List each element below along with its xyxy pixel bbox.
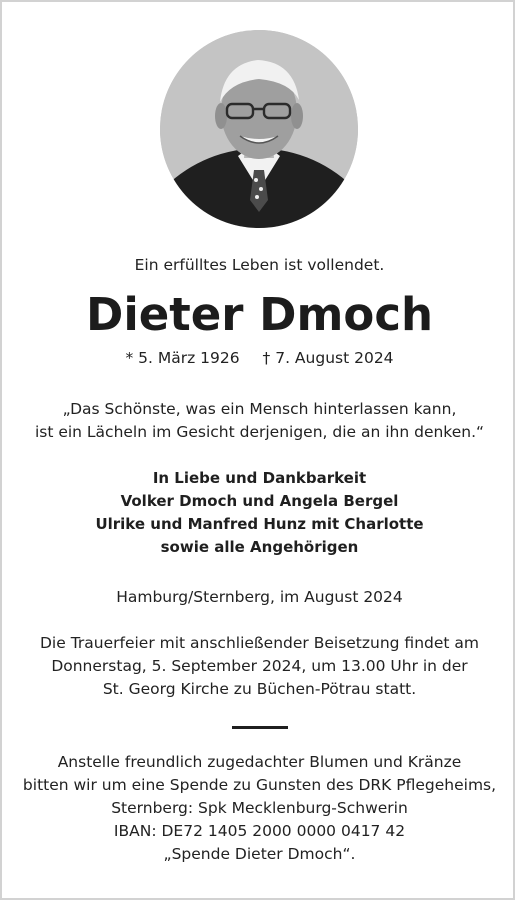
family-signature (2, 467, 515, 559)
section-divider (232, 726, 288, 729)
ceremony-line: Die Trauerfeier mit anschließender Beisetzung findet am (39, 634, 479, 652)
deceased-name: Dieter Dmoch (85, 288, 434, 341)
place-and-date: Hamburg/Sternberg, im August 2024 (116, 588, 403, 606)
donation-line: Anstelle freundlich zugedachter Blumen und Kränze (57, 753, 462, 771)
death-date: † 7. August 2024 (262, 349, 394, 367)
family-line: In Liebe und Dankbarkeit (152, 469, 367, 487)
portrait-image (160, 30, 358, 228)
family-line: sowie alle Angehörigen (160, 538, 359, 556)
intro-text: Ein erfülltes Leben ist vollendet. (134, 256, 385, 274)
funeral-details (2, 632, 515, 701)
donation-line: bitten wir um eine Spende zu Gunsten des DRK Pflegeheims, (22, 776, 497, 794)
life-dates (2, 348, 515, 368)
quote-line: ist ein Lächeln im Gesicht derjenigen, die an ihn denken.“ (34, 423, 485, 441)
ceremony-line: Donnerstag, 5. September 2024, um 13.00 Uhr in der (51, 657, 468, 675)
donation-line: Sternberg: Spk Mecklenburg-Schwerin (111, 799, 408, 817)
family-line: Ulrike und Manfred Hunz mit Charlotte (95, 515, 424, 533)
memorial-quote (2, 398, 515, 444)
donation-line: „Spende Dieter Dmoch“. (163, 845, 356, 863)
donation-request (2, 751, 515, 866)
portrait-photo (160, 30, 358, 228)
ceremony-line: St. Georg Kirche zu Büchen-Pötrau statt. (102, 680, 417, 698)
donation-line: IBAN: DE72 1405 2000 0000 0417 42 (113, 822, 406, 840)
birth-date: * 5. März 1926 (125, 349, 240, 367)
family-line: Volker Dmoch und Angela Bergel (120, 492, 399, 510)
quote-line: „Das Schönste, was ein Mensch hinterlassen kann, (62, 400, 457, 418)
